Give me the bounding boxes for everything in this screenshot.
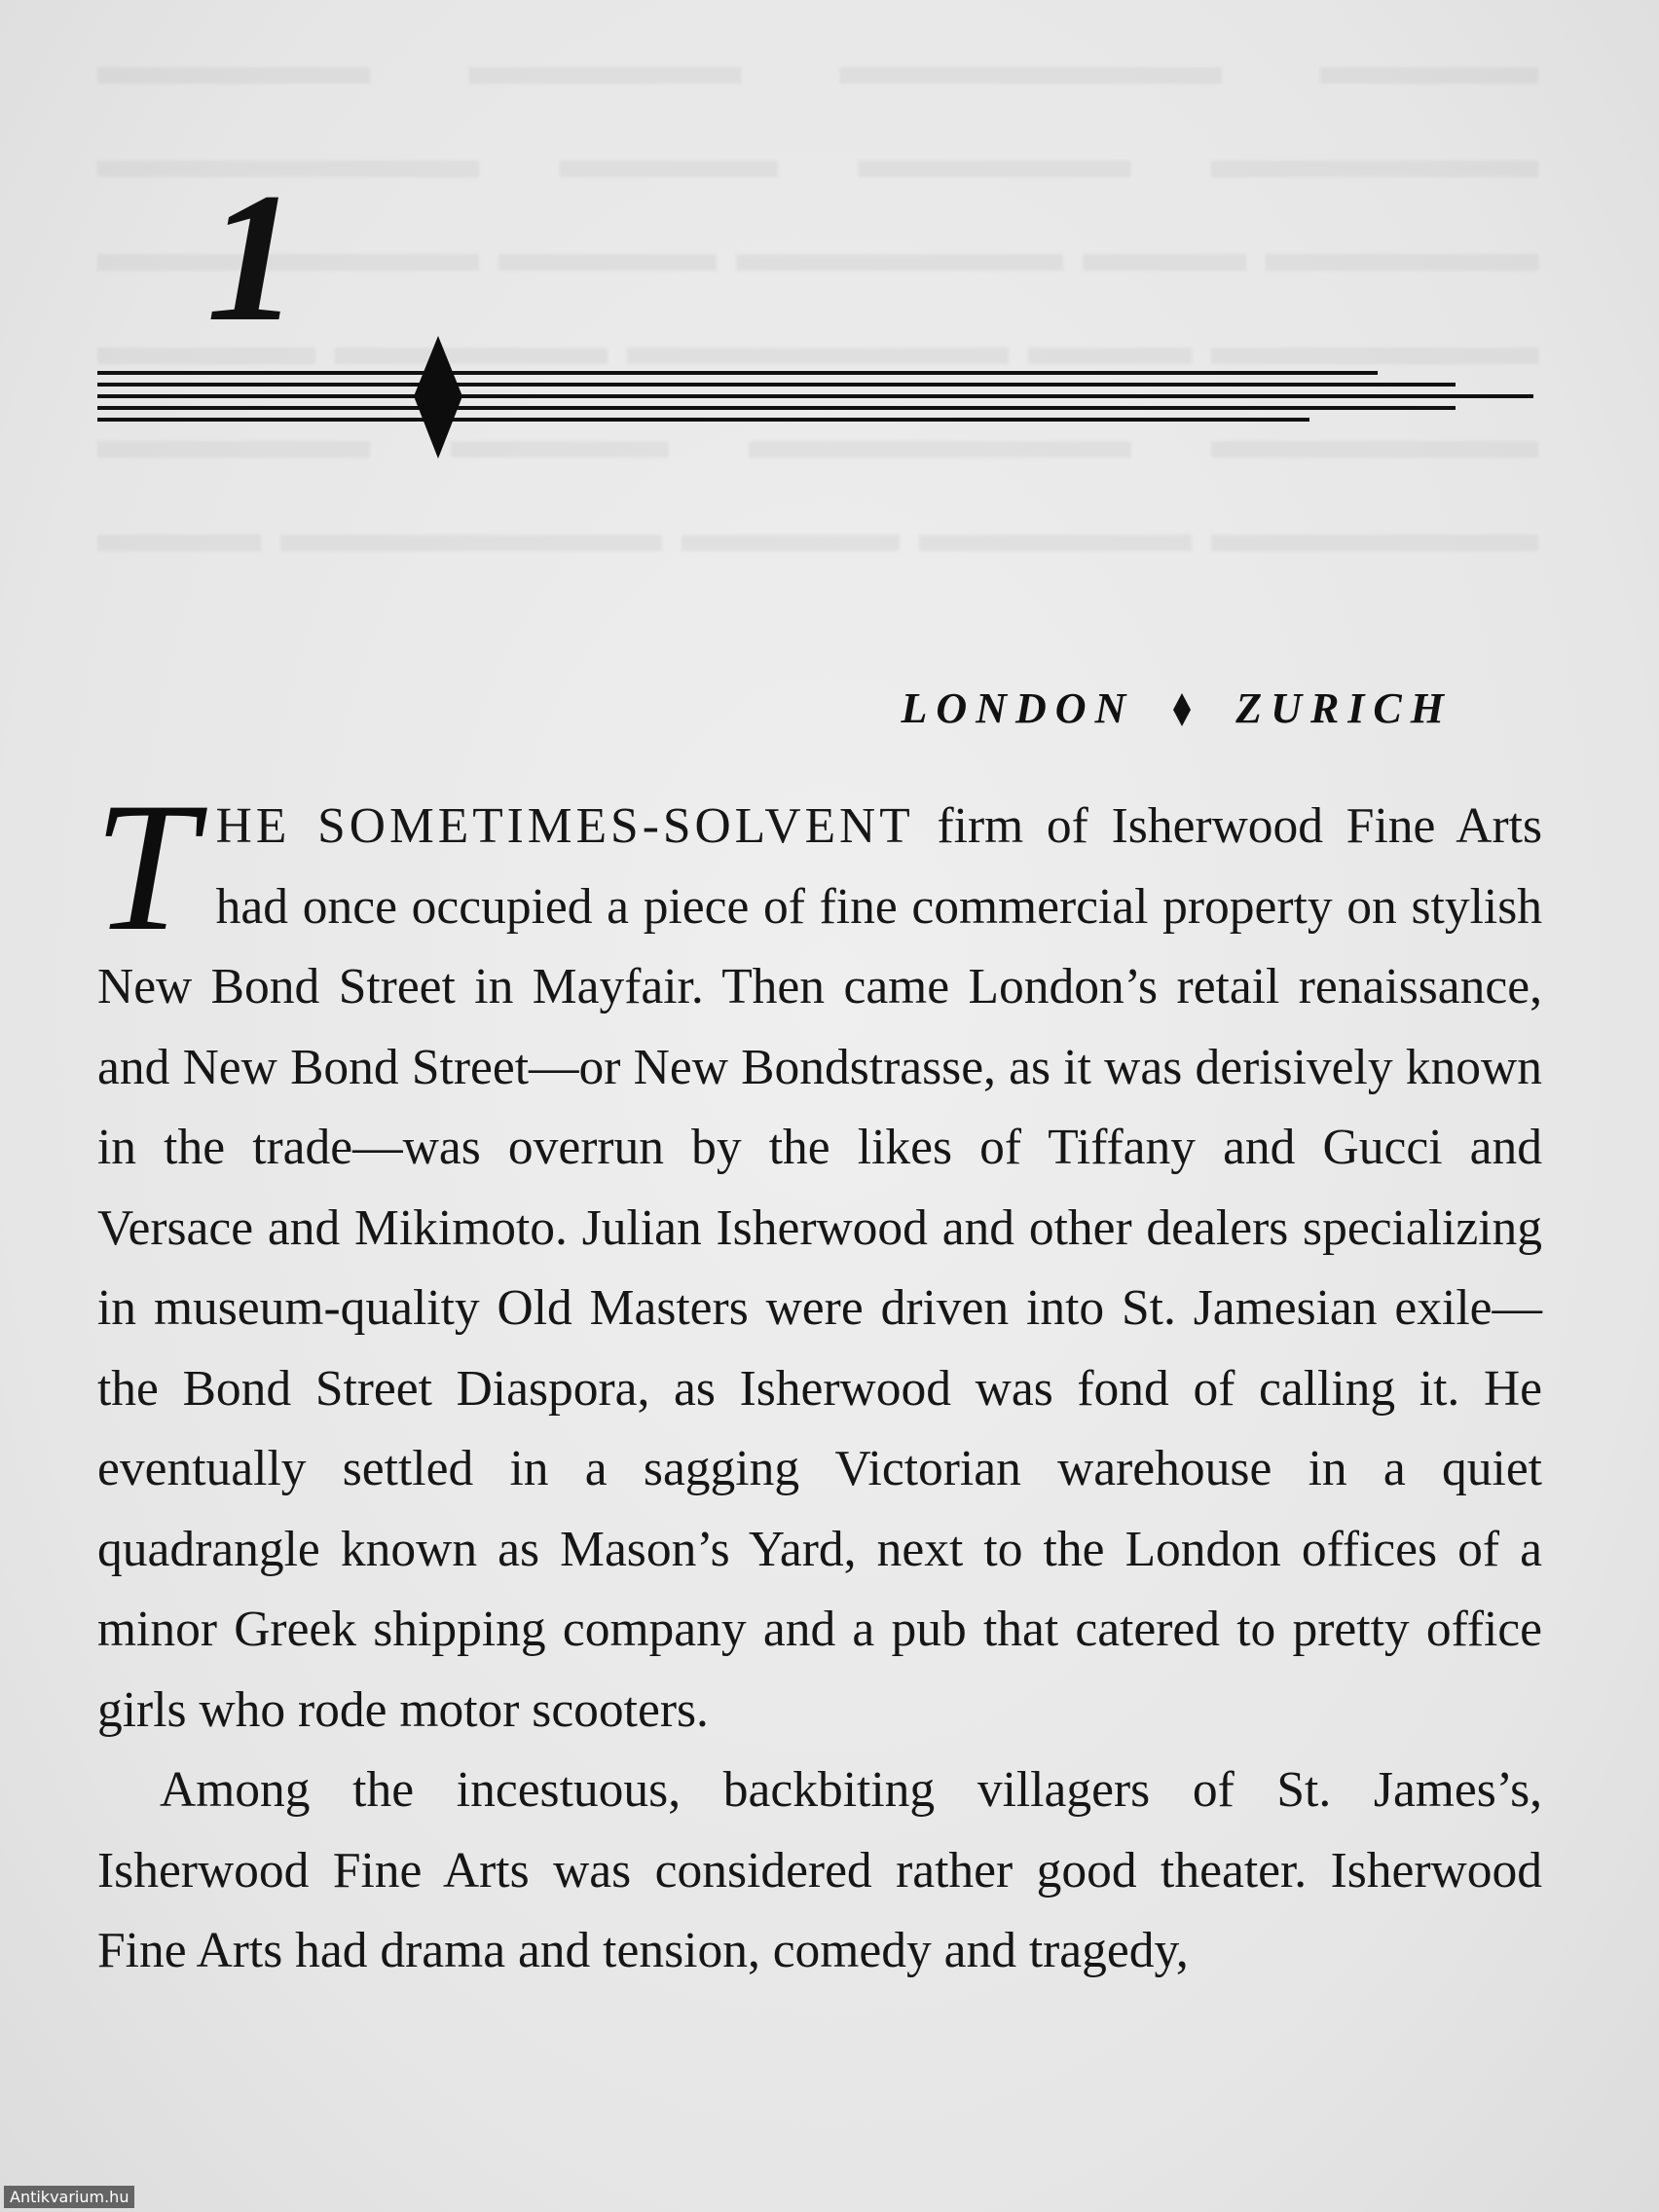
chapter-body bbox=[93, 765, 1542, 1992]
show-through-texture bbox=[97, 19, 1538, 565]
location-from: LONDON bbox=[901, 684, 1135, 732]
paragraph bbox=[93, 765, 1542, 1751]
drop-cap: T bbox=[93, 765, 197, 970]
chapter-location bbox=[902, 683, 1453, 733]
paragraph bbox=[97, 1751, 1542, 1992]
paragraph-text: Among the incestuous, backbiting villagers of St. James’s, Isherwood Fine Arts was considered rather good theater. Isherwood Fine Arts had drama and tension, comedy and tragedy, bbox=[97, 1762, 1542, 1978]
diamond-icon bbox=[1173, 693, 1191, 726]
diamond-icon bbox=[414, 336, 462, 459]
opening-small-caps: HE SOMETIMES-SOLVENT bbox=[215, 798, 914, 854]
paragraph-text: firm of Isherwood Fine Arts had once occupied a piece of fine commercial property on stylish New Bond Street in Mayfair. Then came London’s retail renaissance, and New Bond Street—or New Bondstrasse, as it was derisively known in the trade—was overrun by the likes of Tiffany and Gucci and Versace and Mikimoto. Julian Isherwood and other dealers specializing in museum-quality Old Masters were driven into St. Jamesian exile—the Bond Street Diaspora, as Isherwood was fond of calling it. He eventually settled in a sagging Victorian warehouse in a quiet quadrangle known as Mason’s Yard, next to the London offices of a minor Greek shipping company and a pub that catered to pretty office girls who rode motor scooters. bbox=[97, 798, 1542, 1738]
chapter-rule-ornament bbox=[97, 331, 1538, 467]
watermark: Antikvarium.hu bbox=[4, 2186, 134, 2208]
chapter-number: 1 bbox=[206, 156, 299, 360]
location-to: ZURICH bbox=[1235, 684, 1453, 732]
